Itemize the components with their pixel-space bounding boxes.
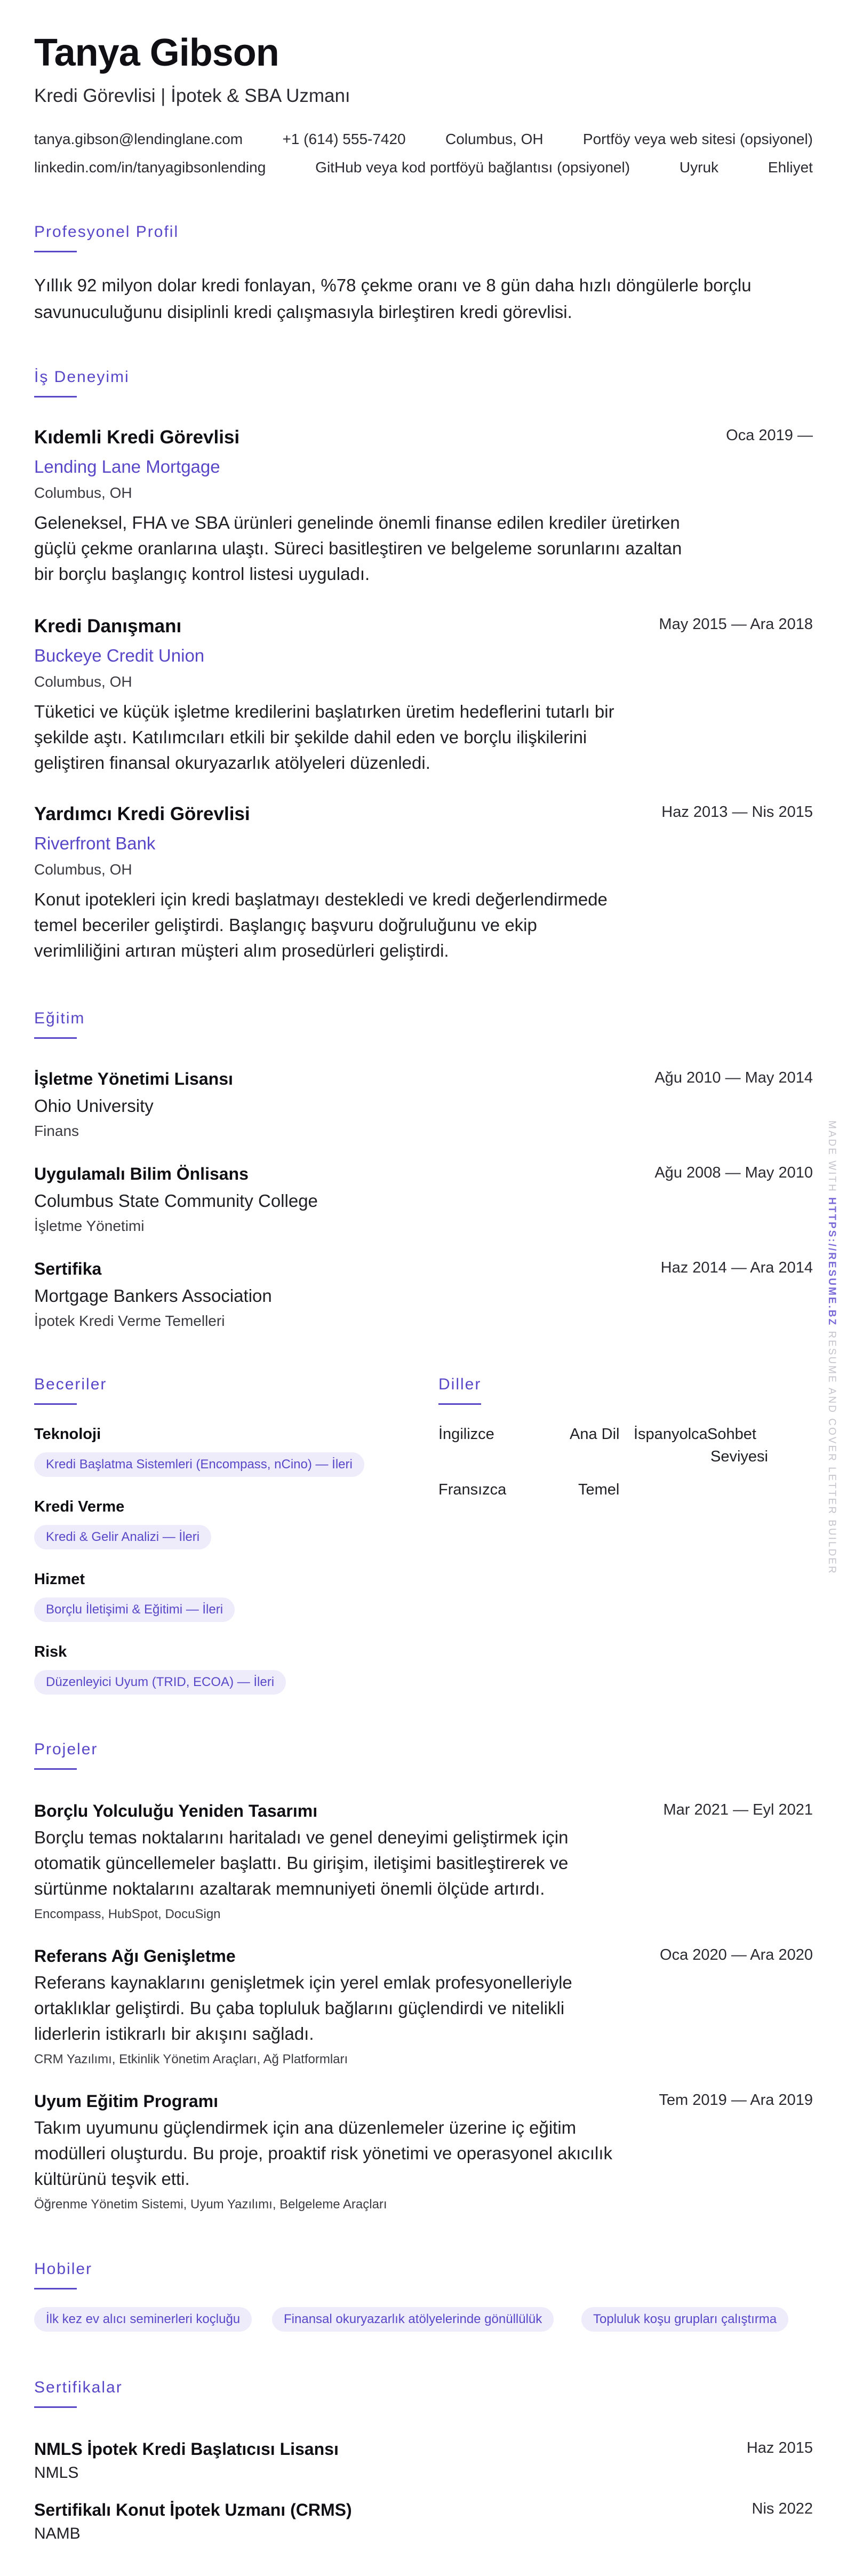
job-title: Kredi Danışmanı	[34, 616, 182, 637]
education-date: Ağu 2010 — May 2014	[654, 1069, 813, 1086]
section-title-projects: Projeler	[34, 1740, 98, 1758]
skill-category: Kredi Verme	[34, 1498, 125, 1515]
skill-category: Teknoloji	[34, 1426, 101, 1443]
section-rule	[34, 1037, 77, 1039]
contact-email[interactable]: tanya.gibson@lendinglane.com	[34, 131, 243, 147]
job-description-line: geliştiren finansal okuryazarlık atölyeleri düzenledi.	[34, 753, 430, 773]
education-field: İşletme Yönetimi	[34, 1218, 145, 1234]
hobby-pill: Finansal okuryazarlık atölyelerinde gönüllülük	[272, 2307, 554, 2332]
project-description-line: sürtünme noktalarını azaltarak memnuniyeti önemli ölçüde artırdı.	[34, 1879, 545, 1898]
section-title-profile: Profesyonel Profil	[34, 223, 179, 241]
candidate-name: Tanya Gibson	[34, 31, 279, 74]
job-description	[34, 510, 706, 587]
candidate-headline: Kredi Görevlisi | İpotek & SBA Uzmanı	[34, 85, 350, 106]
section-rule	[34, 2406, 77, 2408]
skill-pill: Borçlu İletişimi & Eğitimi — İleri	[34, 1597, 235, 1622]
education-school: Mortgage Bankers Association	[34, 1286, 272, 1306]
education-date: Haz 2014 — Ara 2014	[660, 1259, 813, 1276]
education-field: Finans	[34, 1123, 79, 1139]
profile-line: savunuculuğunu disiplinli kredi çalışmasıyla birleştiren kredi görevlisi.	[34, 302, 572, 322]
job-title: Kıdemli Kredi Görevlisi	[34, 427, 240, 448]
job-description-line: Tüketici ve küçük işletme kredilerini başlatırken üretim hedeflerini tutarlı bir	[34, 702, 614, 721]
job-description	[34, 887, 706, 964]
contact-linkedin[interactable]: linkedin.com/in/tanyagibsonlending	[34, 159, 266, 176]
project-description	[34, 1825, 706, 1902]
watermark-suffix: RESUME AND COVER LETTER BUILDER	[826, 1326, 837, 1575]
watermark-prefix: MADE WITH	[826, 1120, 837, 1197]
job-company[interactable]: Buckeye Credit Union	[34, 646, 205, 665]
job-company[interactable]: Lending Lane Mortgage	[34, 457, 220, 476]
job-description	[34, 699, 706, 776]
contact-phone[interactable]: +1 (614) 555-7420	[282, 131, 406, 147]
section-rule	[34, 2288, 77, 2289]
project-date: Tem 2019 — Ara 2019	[659, 2092, 813, 2109]
project-description-line: liderlerin istikrarlı bir akışını sağladı.	[34, 2024, 314, 2044]
certification-date: Nis 2022	[752, 2500, 813, 2517]
section-rule	[34, 1768, 77, 1770]
education-school: Ohio University	[34, 1096, 154, 1116]
project-description-line: Borçlu temas noktalarını haritaladı ve genel deneyimi geliştirmek için	[34, 1827, 569, 1847]
project-description-line: Takım uyumunu güçlendirmek için ana düzenlemeler üzerine iç eğitim	[34, 2118, 577, 2137]
project-name: Borçlu Yolculuğu Yeniden Tasarımı	[34, 1801, 318, 1820]
project-description-line: kültürünü teşvik etti.	[34, 2169, 190, 2189]
job-description-line: şekilde aştı. Katılımcıları etkili bir şekilde dahil eden ve borçlu ilişkilerini	[34, 727, 587, 747]
job-date: Oca 2019 —	[726, 427, 813, 444]
job-location: Columbus, OH	[34, 861, 132, 878]
project-tags: CRM Yazılımı, Etkinlik Yönetim Araçları, Ağ Platformları	[34, 2052, 348, 2066]
watermark	[826, 1120, 837, 1575]
project-description	[34, 1970, 706, 2047]
project-description	[34, 2115, 706, 2192]
hobby-pill: Topluluk koşu grupları çalıştırma	[581, 2307, 788, 2332]
section-title-hobbies: Hobiler	[34, 2260, 93, 2278]
project-name: Referans Ağı Genişletme	[34, 1946, 236, 1966]
section-rule	[34, 251, 77, 252]
section-title-certifications: Sertifikalar	[34, 2379, 123, 2396]
language-level: Temel	[578, 1481, 620, 1498]
job-description-line: temel beceriler geliştirdi. Başlangıç başvuru doğruluğunu ve ekip	[34, 915, 537, 935]
certification-issuer: NMLS	[34, 2464, 79, 2482]
language-level: Sohbet	[707, 1426, 756, 1443]
watermark-link[interactable]: HTTPS://RESUME.BZ	[826, 1197, 837, 1327]
watermark-text	[826, 1120, 837, 1575]
job-date: May 2015 — Ara 2018	[659, 616, 813, 633]
education-date: Ağu 2008 — May 2010	[654, 1164, 813, 1181]
section-title-experience: İş Deneyimi	[34, 368, 130, 386]
project-tags: Encompass, HubSpot, DocuSign	[34, 1907, 221, 1921]
contact-location: Columbus, OH	[445, 131, 544, 147]
skill-pill: Düzenleyici Uyum (TRID, ECOA) — İleri	[34, 1670, 286, 1695]
job-description-line: Geleneksel, FHA ve SBA ürünleri genelinde önemli finanse edilen krediler üretirken	[34, 513, 680, 532]
job-location: Columbus, OH	[34, 673, 132, 690]
language-name: İspanyolca	[634, 1426, 708, 1443]
project-tags: Öğrenme Yönetim Sistemi, Uyum Yazılımı, Belgeleme Araçları	[34, 2197, 387, 2212]
project-name: Uyum Eğitim Programı	[34, 2092, 218, 2111]
language-name: Fransızca	[438, 1481, 507, 1498]
project-date: Mar 2021 — Eyl 2021	[663, 1801, 813, 1818]
education-degree: Sertifika	[34, 1259, 102, 1278]
section-title-languages: Diller	[438, 1376, 482, 1393]
section-rule	[438, 1403, 481, 1405]
project-description-line: Referans kaynaklarını genişletmek için yerel emlak profesyonelleriyle	[34, 1973, 572, 1992]
education-degree: Uygulamalı Bilim Önlisans	[34, 1164, 249, 1183]
contact-nationality: Uyruk	[679, 159, 719, 176]
certification-issuer: NAMB	[34, 2525, 81, 2542]
contact-row-2	[34, 159, 813, 176]
project-date: Oca 2020 — Ara 2020	[660, 1946, 813, 1963]
skill-category: Risk	[34, 1643, 67, 1660]
contact-website[interactable]: Portföy veya web sitesi (opsiyonel)	[582, 131, 813, 147]
hobby-pill: İlk kez ev alıcı seminerleri koçluğu	[34, 2307, 252, 2332]
section-rule	[34, 1403, 77, 1405]
job-description-line: bir borçlu başlangıç kontrol listesi uyguladı.	[34, 564, 370, 584]
job-title: Yardımcı Kredi Görevlisi	[34, 804, 250, 824]
language-level: Ana Dil	[570, 1426, 620, 1443]
project-description-line: modülleri oluşturdu. Bu proje, proaktif risk yönetimi ve operasyonel akıcılık	[34, 2143, 612, 2163]
job-description-line: Konut ipotekleri için kredi başlatmayı destekledi ve kredi değerlendirmede	[34, 889, 608, 909]
job-company[interactable]: Riverfront Bank	[34, 833, 156, 853]
certification-name: Sertifikalı Konut İpotek Uzmanı (CRMS)	[34, 2500, 352, 2519]
certification-name: NMLS İpotek Kredi Başlatıcısı Lisansı	[34, 2439, 339, 2459]
project-description-line: otomatik güncellemeler başlattı. Bu girişim, iletişimi basitleştirerek ve	[34, 1853, 569, 1873]
contact-row-1	[34, 131, 813, 148]
section-title-education: Eğitim	[34, 1009, 85, 1027]
education-school: Columbus State Community College	[34, 1191, 318, 1211]
language-level: Seviyesi	[710, 1448, 768, 1465]
section-title-skills: Beceriler	[34, 1376, 107, 1393]
education-field: İpotek Kredi Verme Temelleri	[34, 1313, 225, 1329]
job-description-line: verimliliğini artıran müşteri alım prosedürleri geliştirdi.	[34, 941, 449, 960]
section-rule	[34, 396, 77, 397]
contact-github[interactable]: GitHub veya kod portföyü bağlantısı (opsiyonel)	[315, 159, 630, 176]
skill-pill: Kredi & Gelir Analizi — İleri	[34, 1525, 211, 1549]
education-degree: İşletme Yönetimi Lisansı	[34, 1069, 233, 1088]
job-description-line: güçlü çekme oranlarına ulaştı. Süreci basitleştiren ve belgeleme sorunlarını azaltan	[34, 538, 682, 558]
skill-category: Hizmet	[34, 1571, 85, 1588]
contact-license: Ehliyet	[768, 159, 813, 176]
skill-pill: Kredi Başlatma Sistemleri (Encompass, nCino) — İleri	[34, 1452, 364, 1477]
profile-line: Yıllık 92 milyon dolar kredi fonlayan, %78 çekme oranı ve 8 gün daha hızlı döngülerle borçlu	[34, 275, 752, 295]
job-date: Haz 2013 — Nis 2015	[661, 804, 813, 821]
job-location: Columbus, OH	[34, 484, 132, 501]
project-description-line: ortaklıklar geliştirdi. Bu çaba topluluk bağlarını güçlendirdi ve nitelikli	[34, 1998, 565, 2018]
certification-date: Haz 2015	[746, 2439, 813, 2456]
language-name: İngilizce	[438, 1426, 494, 1443]
